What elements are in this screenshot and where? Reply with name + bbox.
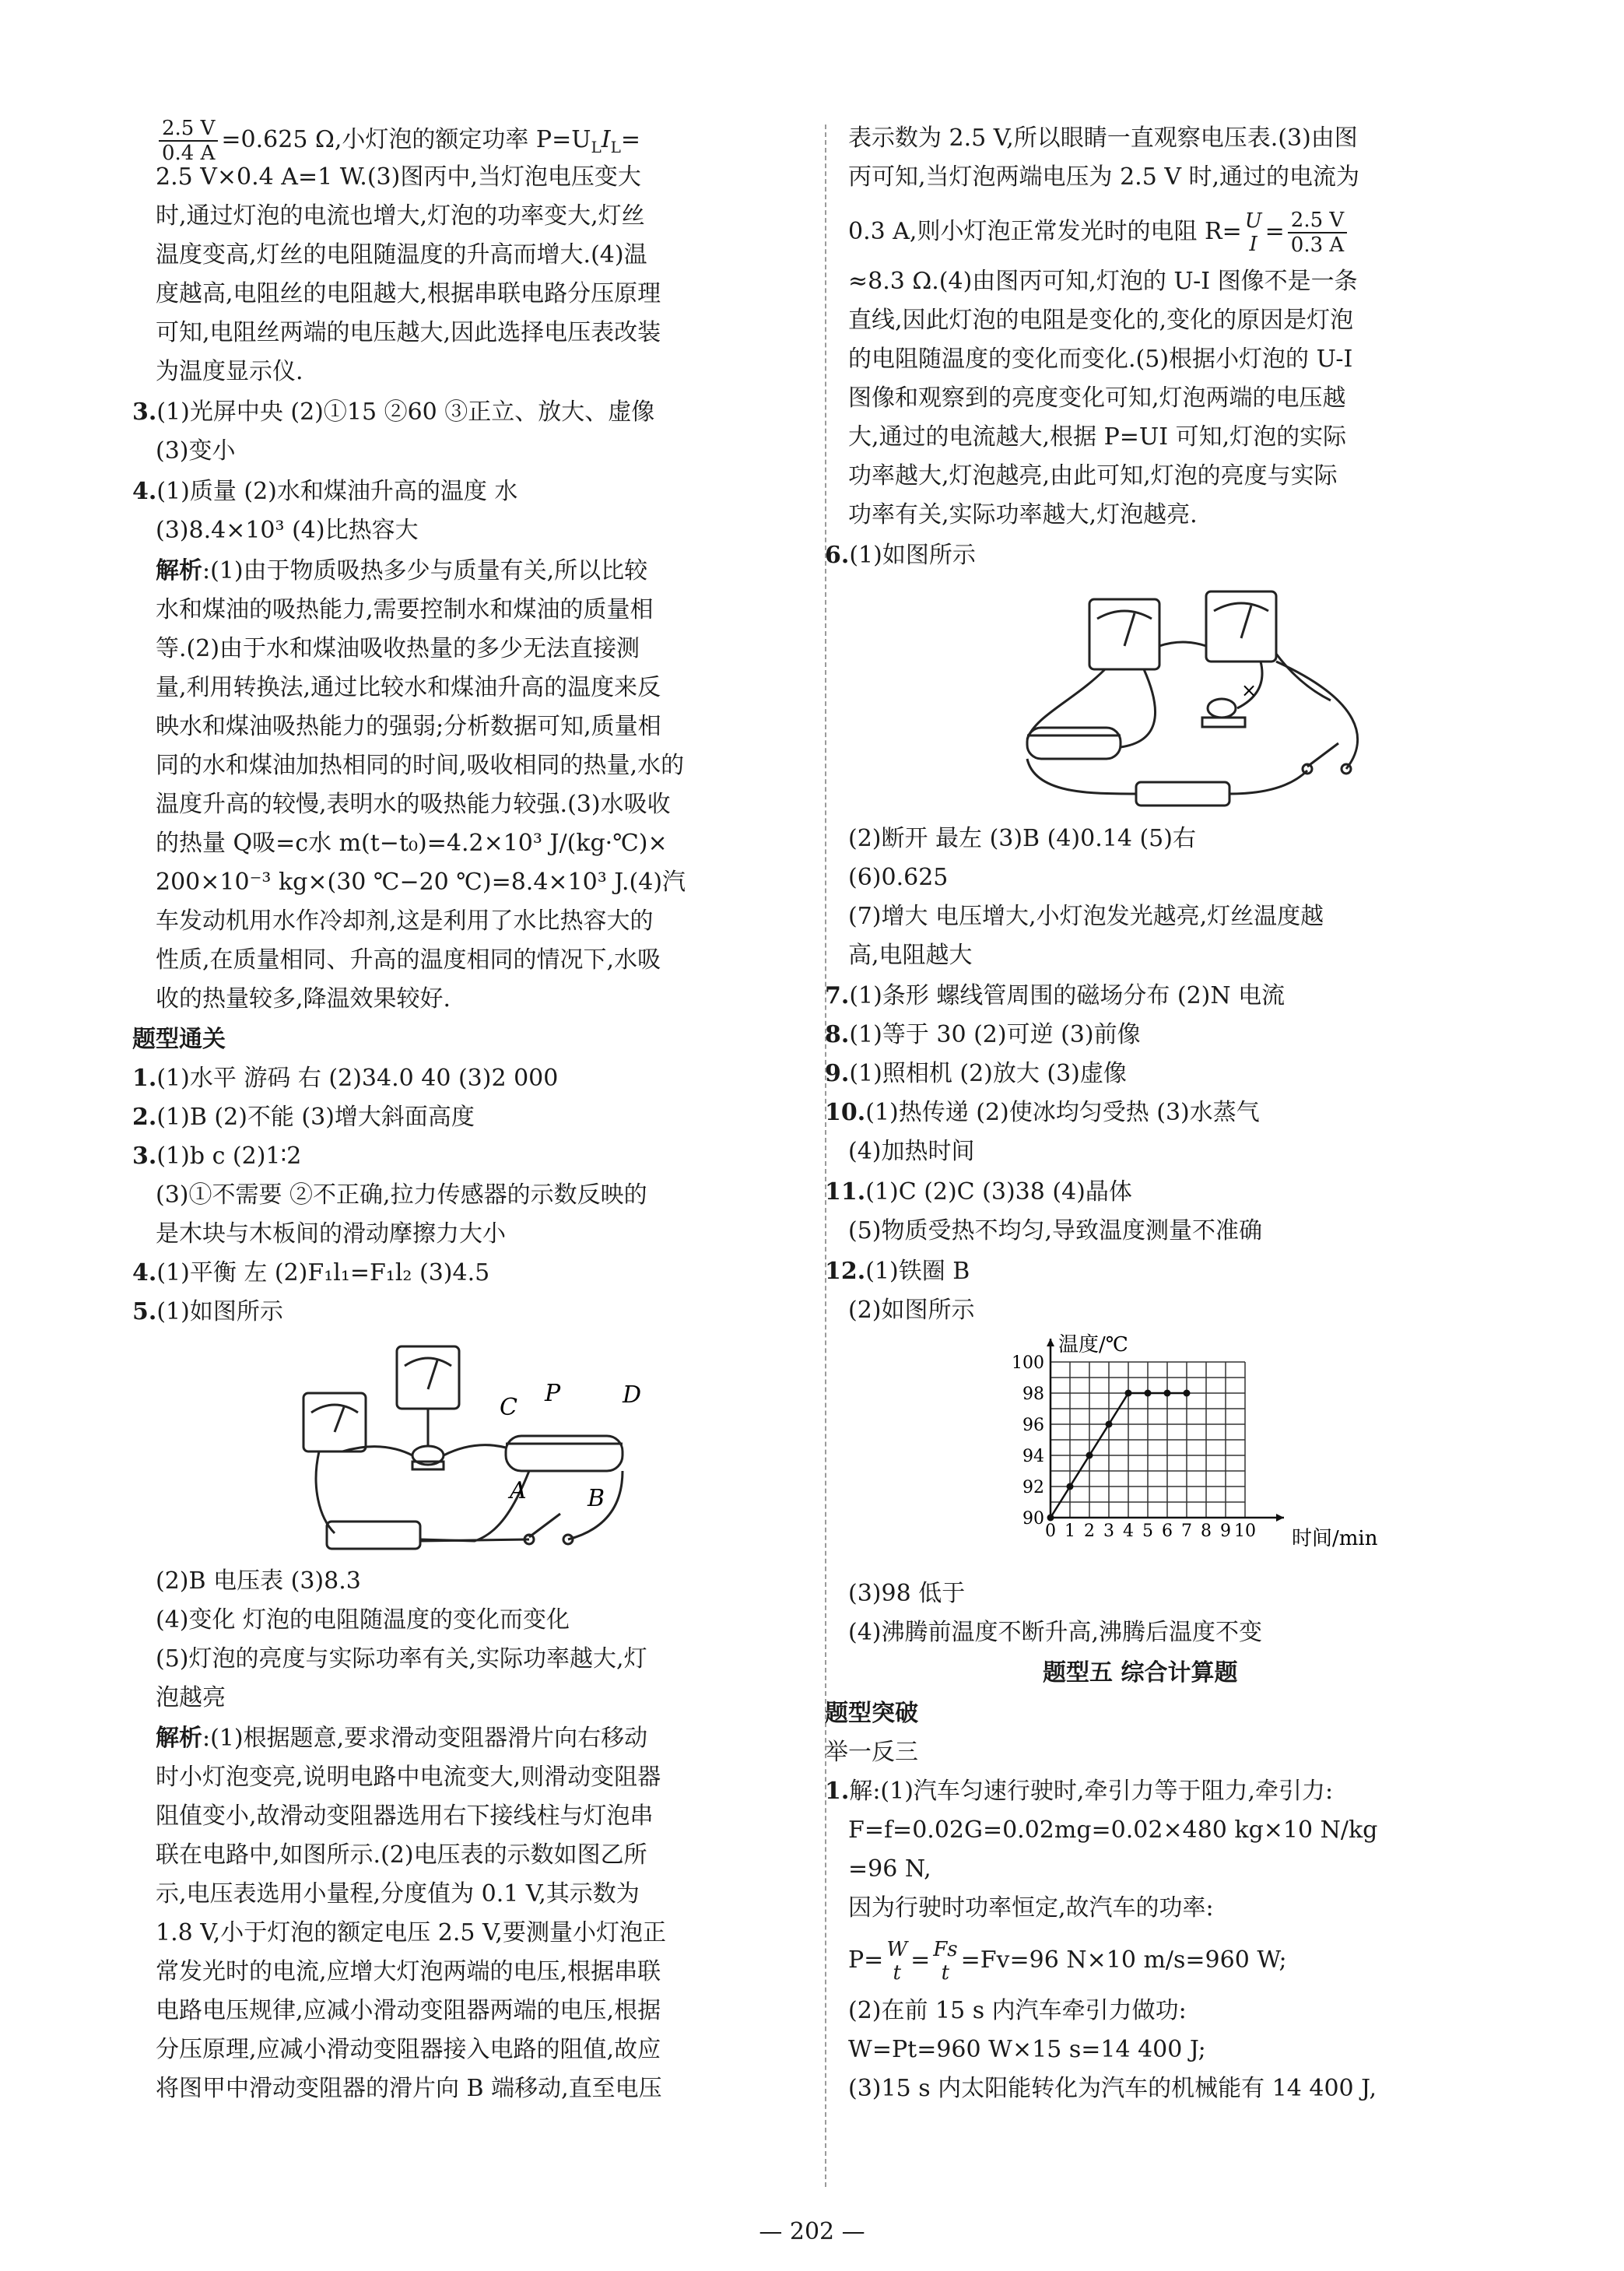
text-line: 电路电压规律,应减小滑动变阻器两端的电压,根据 [156,1997,661,2024]
text-line: 是木块与木板间的滑动摩擦力大小 [156,1220,506,1248]
question-number: 6. [825,542,850,569]
analysis-label: 解析 [156,557,202,584]
cross-mark: × [1241,679,1257,701]
bulb [1208,699,1236,718]
question-number: 3. [132,1143,157,1170]
text-line: (6)0.625 [848,864,949,891]
fraction-denominator: I [1249,233,1257,256]
text-line: 性质,在质量相同、升高的温度相同的情况下,水吸 [156,946,661,974]
fraction-denominator: t [941,1961,950,1985]
text: I [601,126,611,153]
x-axis-label: 时间/min [1292,1527,1378,1550]
text-line: 大,通过的电流越大,根据 P=UI 可知,灯泡的实际 [848,423,1347,451]
x-tick-label: 5 [1142,1522,1153,1541]
subscript: L [610,138,621,156]
text: (1)平衡 左 (2)F₁l₁=F₁l₂ (3)4.5 [156,1259,490,1286]
text-line: 的热量 Q吸=c水 m(t−t₀)=4.2×10³ J/(kg·℃)× [156,830,668,857]
text: = [1264,218,1285,245]
battery [327,1522,420,1549]
x-tick-label: 0 [1045,1522,1056,1541]
answer-t3 [132,1141,301,1172]
text-line: (3)15 s 内太阳能转化为汽车的机械能有 14 400 J, [848,2075,1377,2102]
text-line: 200×10⁻³ kg×(30 ℃−20 ℃)=8.4×10³ J.(4)汽 [156,869,686,896]
fraction-numerator: 2.5 V [159,117,218,142]
answer-3 [132,397,654,428]
text-line: ≈8.3 Ω.(4)由图丙可知,灯泡的 U-I 图像不是一条 [848,268,1358,295]
text-line: (5)灯泡的亮度与实际功率有关,实际功率越大,灯 [156,1645,647,1673]
fraction [1288,209,1347,257]
question-number: 2. [132,1104,157,1131]
text-line: 水和煤油的吸热能力,需要控制水和煤油的质量相 [156,596,654,623]
text-line: 示,电压表选用小量程,分度值为 0.1 V,其示数为 [156,1880,640,1908]
question-number: 9. [825,1060,850,1087]
text-line: 时小灯泡变亮,说明电路中电流变大,则滑动变阻器 [156,1764,661,1791]
text: (1)照相机 (2)放大 (3)虚像 [849,1060,1127,1087]
section-title: 题型五 综合计算题 [1043,1659,1238,1687]
circuit-diagram-5 [296,1339,700,1564]
y-tick-label: 98 [1022,1385,1044,1404]
question-number: 5. [132,1298,157,1325]
battery [1136,782,1229,806]
y-tick-label: 90 [1022,1509,1044,1529]
y-axis-arrow [1047,1339,1054,1346]
text-line: (2)如图所示 [848,1297,975,1324]
question-number: 1. [825,1778,850,1805]
chart-ticks [1012,1353,1256,1541]
answer-8 [825,1020,1141,1051]
fraction-denominator: 0.4 A [162,142,216,165]
text: 解:(1)汽车匀速行驶时,牵引力等于阻力,牵引力: [849,1778,1334,1805]
text-line: 阻值变小,故滑动变阻器选用右下接线柱与灯泡串 [156,1802,654,1830]
ammeter [303,1393,366,1451]
text-line: (3)98 低于 [848,1580,966,1607]
text-line: 因为行驶时功率恒定,故汽车的功率: [848,1894,1214,1922]
x-tick-label: 7 [1181,1522,1192,1541]
fraction [1245,209,1262,256]
text-line: =96 N, [848,1855,931,1883]
answer-6 [825,540,976,571]
answer-t4 [132,1258,489,1289]
data-point [1047,1515,1054,1522]
text-line: (4)沸腾前温度不断升高,沸腾后温度不变 [848,1619,1263,1646]
text-line: 1.8 V,小于灯泡的额定电压 2.5 V,要测量小灯泡正 [156,1919,666,1946]
text-line: (4)加热时间 [848,1138,975,1165]
label-B: B [588,1485,605,1512]
answer-7 [825,981,1285,1012]
fraction [886,1938,907,1985]
text-line: 度越高,电阻丝的电阻越大,根据串联电路分压原理 [156,280,661,307]
chart-grid [1051,1362,1245,1518]
text-line: 车发动机用水作冷却剂,这是利用了水比热容大的 [156,907,654,935]
text: (1)C (2)C (3)38 (4)晶体 [865,1178,1132,1206]
fraction [933,1938,957,1985]
text: (1)铁圈 B [865,1258,970,1285]
text: = [620,126,641,153]
fraction-denominator: 0.3 A [1290,233,1345,257]
question-number: 1. [132,1065,157,1092]
y-tick-label: 100 [1012,1353,1044,1373]
column-divider [825,125,826,2187]
text-line: (7)增大 电压增大,小灯泡发光越亮,灯丝温度越 [848,903,1324,930]
formula-line [848,1938,1287,1985]
text-line: 分压原理,应减小滑动变阻器接入电路的阻值,故应 [156,2036,661,2063]
text: =0.625 Ω,小灯泡的额定功率 P=U [221,126,591,153]
text: (1)质量 (2)水和煤油升高的温度 水 [156,478,518,505]
temperature-time-chart [988,1331,1393,1564]
text-line: F=f=0.02G=0.02mg=0.02×480 kg×10 N/kg [848,1816,1378,1844]
text-line: 的电阻随温度的变化而变化.(5)根据小灯泡的 U-I [848,346,1353,373]
text: (1)热传递 (2)使冰均匀受热 (3)水蒸气 [865,1099,1260,1126]
analysis-line [156,1723,647,1754]
fraction-numerator: W [886,1938,908,1961]
text-line: 同的水和煤油加热相同的时间,吸收相同的热量,水的 [156,752,685,779]
question-number: 7. [825,982,850,1009]
text-line: 表示数为 2.5 V,所以眼睛一直观察电压表.(3)由图 [848,125,1358,152]
text-line: 温度升高的较慢,表明水的吸热能力较强.(3)水吸收 [156,791,671,818]
y-tick-label: 94 [1022,1447,1044,1466]
text-line: (4)变化 灯泡的电阻随温度的变化而变化 [156,1606,570,1634]
analysis-line [156,556,647,587]
data-point [1145,1390,1152,1397]
text: (1)条形 螺线管周围的磁场分布 (2)N 电流 [849,982,1286,1009]
text-line: W=Pt=960 W×15 s=14 400 J; [848,2036,1206,2063]
text-line: 泡越亮 [156,1684,226,1711]
label-C: C [500,1394,517,1421]
question-number: 8. [825,1021,850,1048]
answer-4 [132,476,517,507]
question-number: 10. [825,1099,866,1126]
text: P= [848,1946,884,1974]
x-tick-label: 2 [1084,1522,1095,1541]
text-line: 2.5 V×0.4 A=1 W.(3)图丙中,当灯泡电压变大 [156,163,641,191]
fraction [159,117,218,165]
question-number: 4. [132,478,157,505]
page-number: — 202 — [759,2218,865,2245]
text-line: (2)B 电压表 (3)8.3 [156,1567,361,1595]
rheostat [1027,728,1121,759]
question-number: 11. [825,1178,866,1206]
text-line: (5)物质受热不均匀,导致温度测量不准确 [848,1217,1263,1244]
circuit-diagram-6 [1004,584,1408,817]
answer-t2 [132,1102,475,1133]
data-point [1184,1390,1191,1397]
chart-axes [1047,1339,1284,1522]
text: =Fv=96 N×10 m/s=960 W; [960,1946,1287,1974]
text: :(1)根据题意,要求滑动变阻器滑片向右移动 [202,1725,648,1752]
text-line: 将图甲中滑动变阻器的滑片向 B 端移动,直至电压 [156,2075,662,2102]
text-line: (3)①不需要 ②不正确,拉力传感器的示数反映的 [156,1181,647,1209]
voltmeter [397,1346,459,1409]
text-line: 图像和观察到的亮度变化可知,灯泡两端的电压越 [848,384,1346,412]
x-tick-label: 9 [1220,1522,1231,1541]
text-line: 高,电阻越大 [848,942,973,969]
text: (1)如图所示 [156,1298,283,1325]
text-line: 功率有关,实际功率越大,灯泡越亮. [848,501,1198,528]
data-point [1106,1421,1113,1428]
x-tick-label: 4 [1123,1522,1134,1541]
fraction-numerator: Fs [933,1938,958,1961]
text: :(1)由于物质吸热多少与质量有关,所以比较 [202,557,648,584]
question-number: 12. [825,1258,866,1285]
switch [529,1514,560,1537]
text: 0.3 A,则小灯泡正常发光时的电阻 R= [848,218,1242,245]
fraction-numerator: 2.5 V [1288,209,1347,233]
label-P: P [545,1380,561,1407]
section-heading: 题型通关 [132,1026,226,1053]
fraction-denominator: t [893,1961,901,1985]
question-number: 3. [132,398,157,426]
text: (1)如图所示 [849,542,976,569]
data-point [1164,1390,1171,1397]
subsection-heading: 举一反三 [825,1739,918,1766]
x-tick-label: 8 [1201,1522,1212,1541]
subscript: L [591,138,602,156]
x-tick-label: 3 [1103,1522,1114,1541]
data-point [1125,1390,1132,1397]
formula-line [848,209,1350,257]
text-line: 为温度显示仪. [156,358,303,385]
x-tick-label: 10 [1234,1522,1256,1541]
x-tick-label: 1 [1065,1522,1075,1541]
text: = [910,1946,931,1974]
answer-t1 [132,1063,558,1094]
text-line: (3)8.4×10³ (4)比热容大 [156,517,419,544]
text-line: 丙可知,当灯泡两端电压为 2.5 V 时,通过的电流为 [848,163,1360,191]
text: (1)B (2)不能 (3)增大斜面高度 [156,1104,475,1131]
answer-11 [825,1177,1132,1208]
switch [1307,743,1338,767]
text-line: 常发光时的电流,应增大灯泡两端的电压,根据串联 [156,1958,661,1985]
text-line: 等.(2)由于水和煤油吸收热量的多少无法直接测 [156,635,640,662]
answer-12 [825,1256,970,1287]
text: (1)等于 30 (2)可逆 (3)前像 [849,1021,1141,1048]
text-line: (2)断开 最左 (3)B (4)0.14 (5)右 [848,825,1196,852]
text: (1)b c (2)1∶2 [156,1143,302,1170]
y-tick-label: 92 [1022,1478,1044,1497]
rheostat [506,1436,623,1471]
answer-9 [825,1058,1127,1090]
text-line: 可知,电阻丝两端的电压越大,因此选择电压表改装 [156,319,661,346]
text-line: 功率越大,灯泡越亮,由此可知,灯泡的亮度与实际 [848,462,1338,490]
y-axis-label: 温度/℃ [1058,1333,1128,1357]
text: (1)光屏中央 (2)①15 ②60 ③正立、放大、虚像 [156,398,655,426]
label-A: A [510,1477,527,1504]
text-line: 联在电路中,如图所示.(2)电压表的示数如图乙所 [156,1841,647,1869]
text-line: 温度变高,灯丝的电阻随温度的升高而增大.(4)温 [156,241,647,269]
text-line: 收的热量较多,降温效果较好. [156,985,451,1013]
text-line: 直线,因此灯泡的电阻是变化的,变化的原因是灯泡 [848,307,1354,334]
data-point [1086,1452,1093,1459]
section-heading: 题型突破 [825,1700,918,1727]
y-tick-label: 96 [1022,1416,1044,1435]
formula-line-1 [156,117,640,165]
text: (1)水平 游码 右 (2)34.0 40 (3)2 000 [156,1065,559,1092]
solution-1 [825,1776,1333,1807]
fraction-numerator: U [1244,209,1262,233]
text-line: 量,利用转换法,通过比较水和煤油升高的温度来反 [156,674,661,701]
data-point [1067,1483,1074,1490]
text-line: (2)在前 15 s 内汽车牵引力做功: [848,1997,1187,2024]
text-line: 时,通过灯泡的电流也增大,灯泡的功率变大,灯丝 [156,202,645,230]
analysis-label: 解析 [156,1725,202,1752]
question-number: 4. [132,1259,157,1286]
label-D: D [623,1381,642,1409]
text-line: (3)变小 [156,437,236,465]
answer-10 [825,1097,1260,1128]
answer-t5 [132,1297,283,1328]
x-tick-label: 6 [1162,1522,1173,1541]
x-axis-arrow [1276,1514,1284,1522]
text-line: 映水和煤油吸热能力的强弱;分析数据可知,质量相 [156,713,661,740]
